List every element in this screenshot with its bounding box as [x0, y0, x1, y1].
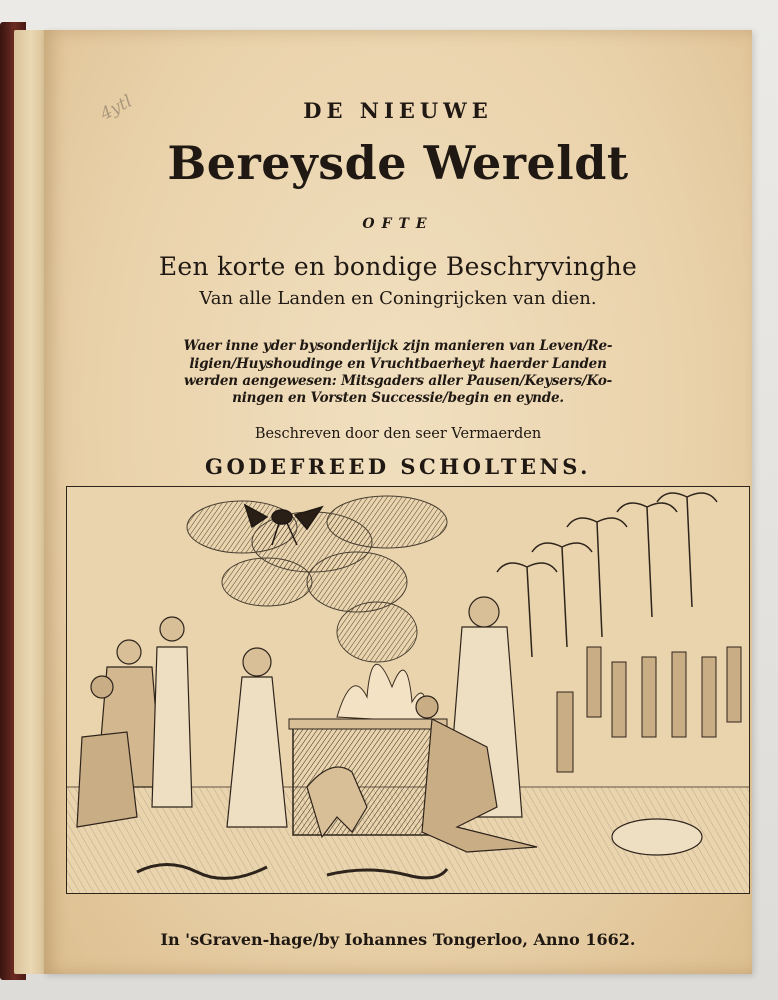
ofte-line: OFTE: [362, 216, 434, 232]
subtitle-line-2: Van alle Landen en Coningrijcken van dien.: [199, 288, 597, 309]
blackletter-line: werden aengewesen: Mitsgaders aller Pausen/Keysers/Ko-: [183, 373, 613, 389]
pencil-annotation: 4ytl: [97, 91, 136, 125]
page-edges: [14, 30, 48, 974]
beschreven-line: Beschreven door den seer Vermaerden: [254, 426, 542, 442]
blackletter-line: ligien/Huyshoudinge en Vruchtbaerheyt haerder Landen: [189, 356, 607, 372]
title-line-de-nieuwe: DE NIEUWE: [303, 98, 493, 123]
subtitle-line-1: Een korte en bondige Beschryvinghe: [158, 252, 638, 281]
blackletter-line: Waer inne yder bysonderlijck zijn manieren van Leven/Re-: [183, 338, 613, 354]
main-title: Bereysde Wereldt: [167, 136, 629, 190]
author-name: GODEFREED SCHOLTENS.: [205, 454, 591, 479]
blackletter-line: ningen en Vorsten Successie/begin en eynde.: [232, 390, 564, 406]
engraving-illustration: [66, 486, 750, 894]
imprint-line: In 'sGraven-hage/by Iohannes Tongerloo, Anno 1662.: [160, 930, 636, 949]
